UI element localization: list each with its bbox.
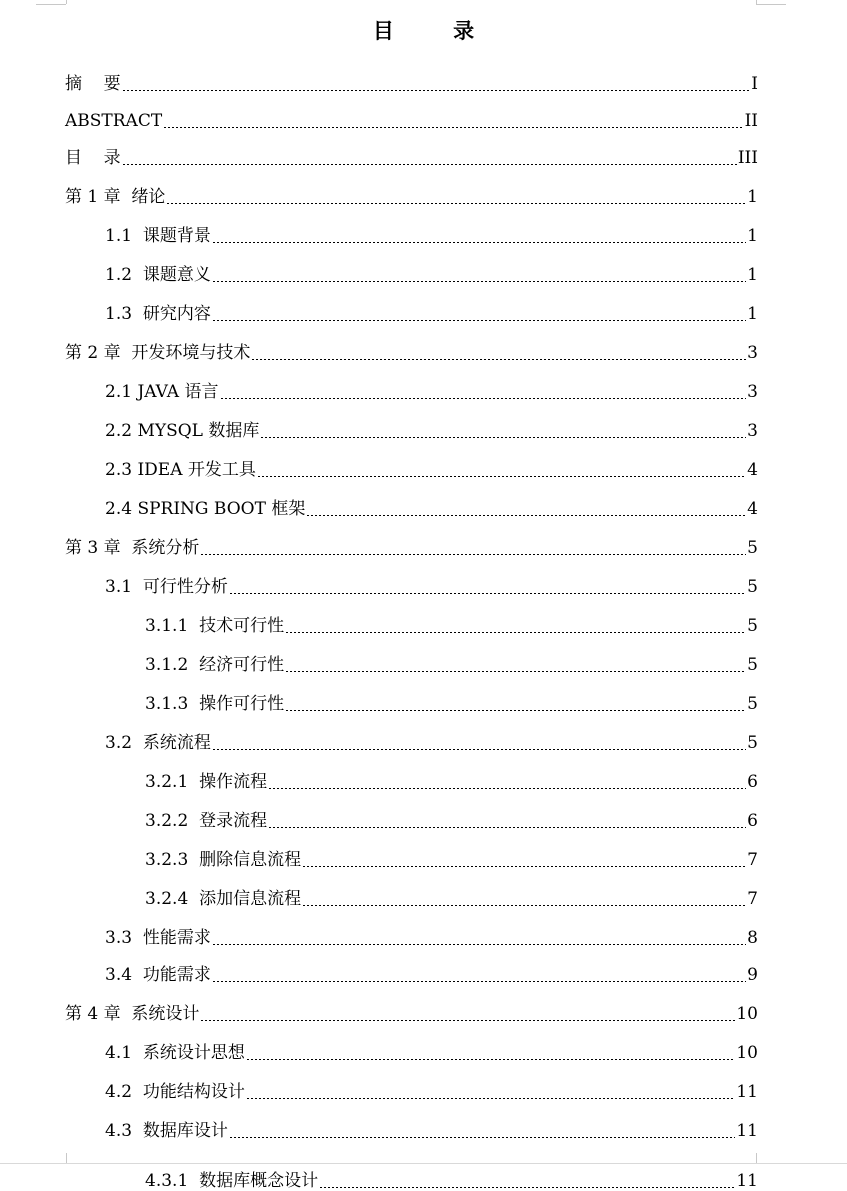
toc-entry[interactable] <box>65 144 758 168</box>
toc-entry-page-number: 5 <box>747 655 758 675</box>
toc-entry-label: 第 4 章 系统设计 <box>65 1004 200 1024</box>
toc-entry-label: 1.2 课题意义 <box>105 265 211 285</box>
toc-entry-page-number: 5 <box>747 616 758 636</box>
toc-entry-label: 4.3 数据库设计 <box>105 1121 228 1141</box>
toc-entry-page-number: 1 <box>747 226 758 246</box>
toc-entry-label: 目 录 <box>65 148 121 168</box>
page-break-line <box>0 1163 847 1164</box>
toc-dot-leader <box>220 398 747 399</box>
toc-entry-page-number: 4 <box>747 460 758 480</box>
toc-entry-label: 2.4 SPRING BOOT 框架 <box>105 499 306 519</box>
toc-entry-label: 3.1.2 经济可行性 <box>145 655 285 675</box>
toc-dot-leader <box>212 981 746 982</box>
toc-entry[interactable] <box>105 1078 758 1102</box>
toc-entry[interactable] <box>105 573 758 597</box>
toc-entry-label: 2.2 MYSQL 数据库 <box>105 421 260 441</box>
toc-entry[interactable] <box>105 222 758 246</box>
toc-dot-leader <box>268 788 746 789</box>
toc-dot-leader <box>163 127 743 128</box>
toc-entry-label: 4.2 功能结构设计 <box>105 1082 245 1102</box>
toc-dot-leader <box>319 1187 735 1188</box>
toc-entry[interactable] <box>145 612 758 636</box>
toc-dot-leader <box>229 593 746 594</box>
toc-entry[interactable] <box>65 1000 758 1024</box>
toc-entry[interactable] <box>145 768 758 792</box>
toc-dot-leader <box>257 476 746 477</box>
toc-entry[interactable] <box>65 183 758 207</box>
toc-entry-page-number: 9 <box>747 965 758 985</box>
toc-entry-label: 2.3 IDEA 开发工具 <box>105 460 256 480</box>
toc-dot-leader <box>285 710 746 711</box>
toc-entry-label: 3.2.1 操作流程 <box>145 772 268 792</box>
toc-entry-label: 第 1 章 绪论 <box>65 187 166 207</box>
toc-entry-label: 3.4 功能需求 <box>105 965 211 985</box>
toc-entry-page-number: 11 <box>736 1121 758 1141</box>
toc-dot-leader <box>212 281 746 282</box>
toc-entry-page-number: 5 <box>747 733 758 753</box>
toc-entry-page-number: 1 <box>747 187 758 207</box>
toc-dot-leader <box>306 515 746 516</box>
toc-entry[interactable] <box>145 807 758 831</box>
toc-entry[interactable] <box>105 1039 758 1063</box>
toc-entry[interactable] <box>105 961 758 985</box>
toc-entry[interactable] <box>105 924 758 948</box>
toc-dot-leader <box>122 90 751 91</box>
toc-entry[interactable] <box>65 107 758 131</box>
toc-dot-leader <box>166 203 746 204</box>
toc-dot-leader <box>302 905 746 906</box>
toc-entry[interactable] <box>145 690 758 714</box>
toc-dot-leader <box>212 944 746 945</box>
toc-dot-leader <box>260 437 746 438</box>
toc-entry-page-number: II <box>744 111 758 131</box>
toc-entry[interactable] <box>105 1117 758 1141</box>
toc-entry-page-number: 1 <box>747 304 758 324</box>
toc-entry-label: 4.3.1 数据库概念设计 <box>145 1171 319 1191</box>
toc-dot-leader <box>122 164 737 165</box>
toc-entry-label: 3.2 系统流程 <box>105 733 211 753</box>
toc-entry-label: 3.1 可行性分析 <box>105 577 228 597</box>
toc-entry-label: ABSTRACT <box>65 111 163 131</box>
toc-entry-label: 摘 要 <box>65 74 121 94</box>
toc-entry[interactable] <box>105 729 758 753</box>
toc-dot-leader <box>229 1137 736 1138</box>
toc-dot-leader <box>212 242 746 243</box>
toc-entry[interactable] <box>145 651 758 675</box>
toc-entry-label: 3.2.4 添加信息流程 <box>145 889 302 909</box>
toc-entry-page-number: 10 <box>736 1043 758 1063</box>
toc-dot-leader <box>285 632 746 633</box>
toc-entry-page-number: 11 <box>736 1082 758 1102</box>
toc-entry[interactable] <box>65 339 758 363</box>
toc-entry[interactable] <box>105 300 758 324</box>
toc-entry[interactable] <box>145 846 758 870</box>
toc-title: 目 录 <box>372 18 501 43</box>
toc-entry-page-number: 10 <box>736 1004 758 1024</box>
toc-entry-page-number: 3 <box>747 421 758 441</box>
toc-entry-page-number: 8 <box>747 928 758 948</box>
toc-entry[interactable] <box>65 70 758 94</box>
toc-entry-page-number: 6 <box>747 772 758 792</box>
toc-dot-leader <box>285 671 746 672</box>
toc-dot-leader <box>212 320 746 321</box>
toc-entry-page-number: 4 <box>747 499 758 519</box>
toc-dot-leader <box>212 749 746 750</box>
toc-entry-page-number: 11 <box>736 1171 758 1191</box>
toc-entry-label: 第 3 章 系统分析 <box>65 538 200 558</box>
toc-dot-leader <box>200 1020 735 1021</box>
toc-dot-leader <box>246 1098 736 1099</box>
toc-dot-leader <box>200 554 746 555</box>
toc-entry-label: 4.1 系统设计思想 <box>105 1043 245 1063</box>
toc-entry-page-number: 5 <box>747 538 758 558</box>
toc-entry[interactable] <box>105 261 758 285</box>
toc-entry-page-number: 7 <box>747 850 758 870</box>
toc-entry-page-number: 5 <box>747 577 758 597</box>
crop-mark-top-left-h <box>36 4 66 5</box>
crop-mark-top-right-h <box>756 4 786 5</box>
toc-entry-label: 3.2.2 登录流程 <box>145 811 268 831</box>
toc-entry-label: 3.3 性能需求 <box>105 928 211 948</box>
toc-entry-page-number: 7 <box>747 889 758 909</box>
toc-entry-label: 1.3 研究内容 <box>105 304 211 324</box>
toc-entry-page-number: 3 <box>747 343 758 363</box>
toc-entry-page-number: I <box>751 74 758 94</box>
toc-entry-page-number: III <box>737 148 758 168</box>
toc-dot-leader <box>251 359 746 360</box>
toc-entry[interactable] <box>105 378 758 402</box>
toc-entry-page-number: 5 <box>747 694 758 714</box>
toc-entry-label: 3.1.3 操作可行性 <box>145 694 285 714</box>
toc-entry[interactable] <box>105 417 758 441</box>
toc-entry-page-number: 1 <box>747 265 758 285</box>
toc-entry-page-number: 3 <box>747 382 758 402</box>
toc-entry-page-number: 6 <box>747 811 758 831</box>
toc-dot-leader <box>246 1059 736 1060</box>
toc-dot-leader <box>268 827 746 828</box>
toc-entry-label: 2.1 JAVA 语言 <box>105 382 219 402</box>
toc-entry-label: 3.2.3 删除信息流程 <box>145 850 302 870</box>
toc-dot-leader <box>302 866 746 867</box>
toc-entry[interactable] <box>145 885 758 909</box>
toc-entry-label: 第 2 章 开发环境与技术 <box>65 343 251 363</box>
toc-entry[interactable] <box>65 534 758 558</box>
toc-entry[interactable] <box>105 495 758 519</box>
toc-entry-label: 3.1.1 技术可行性 <box>145 616 285 636</box>
toc-entry[interactable] <box>105 456 758 480</box>
toc-entry-label: 1.1 课题背景 <box>105 226 211 246</box>
toc-entry[interactable] <box>145 1167 758 1191</box>
